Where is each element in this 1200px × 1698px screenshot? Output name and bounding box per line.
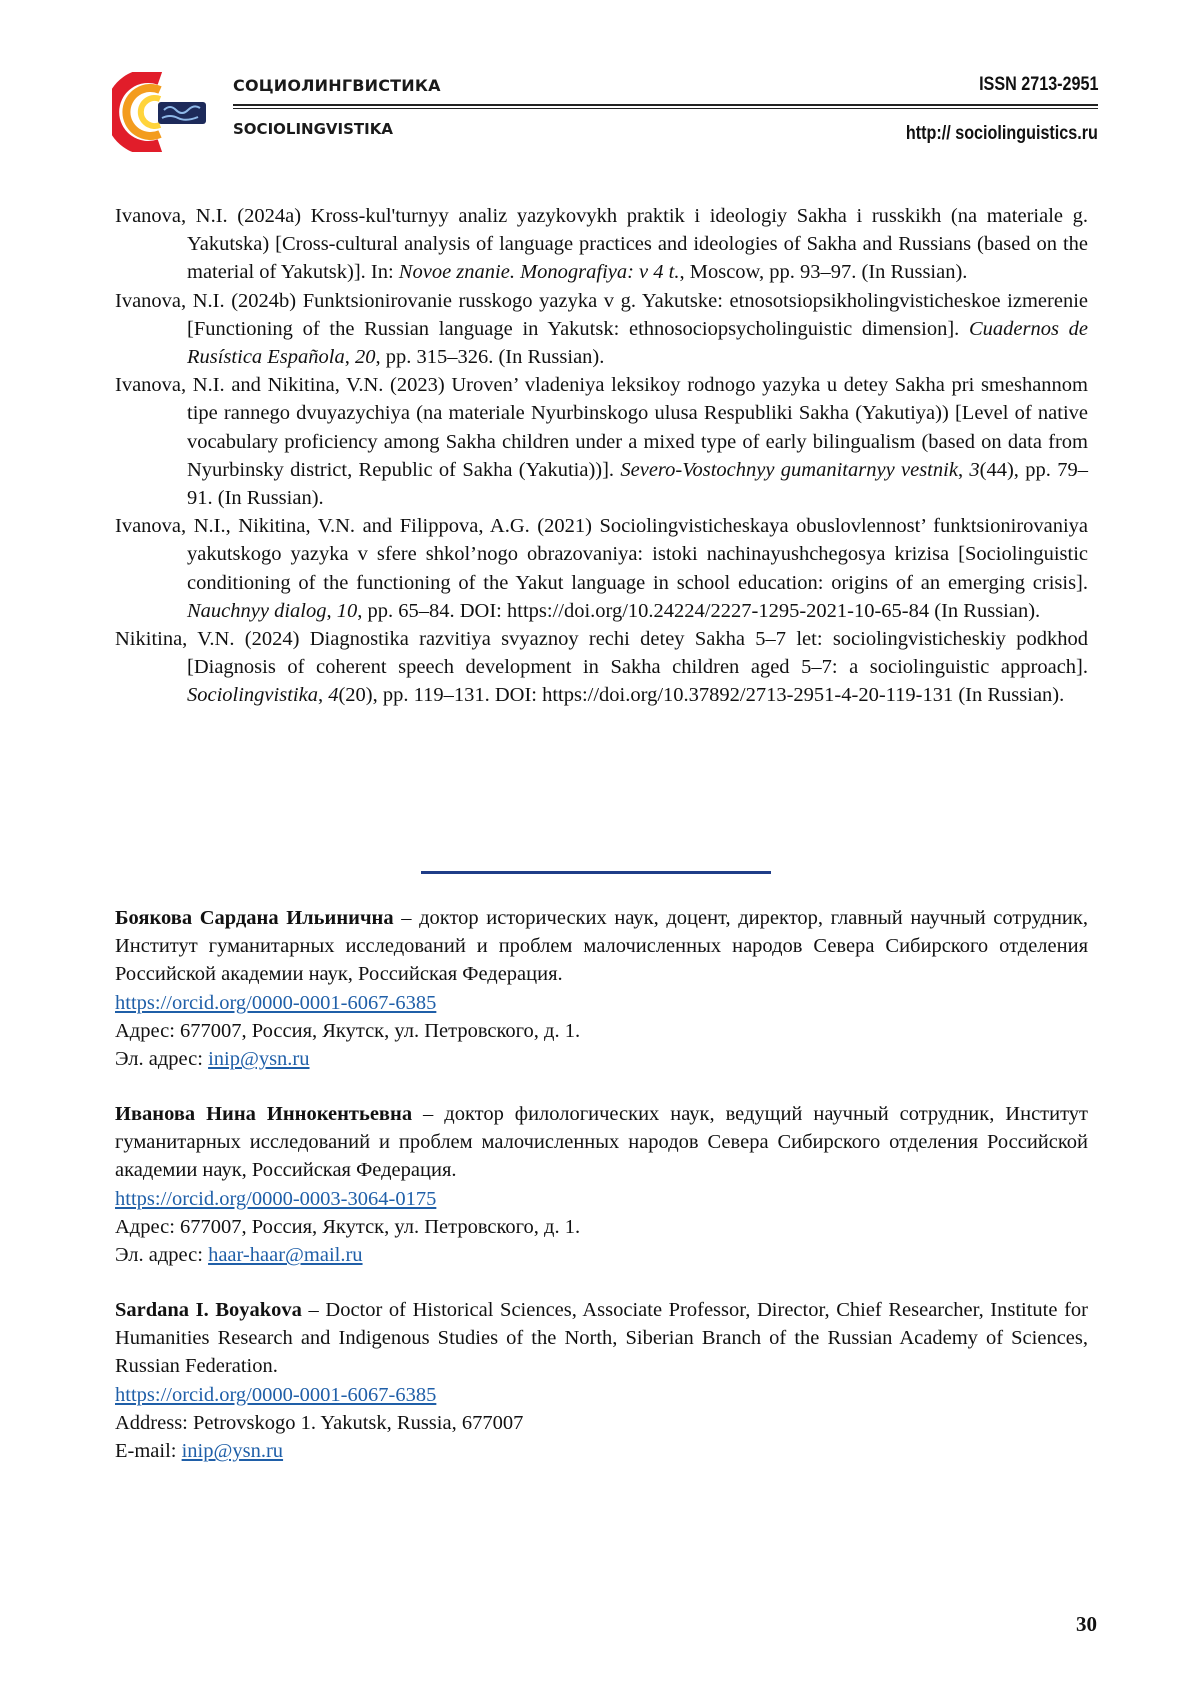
issn-label: ISSN 2713-2951 bbox=[978, 74, 1098, 95]
email-link[interactable]: inip@ysn.ru bbox=[208, 1048, 310, 1071]
author-address: Адрес: 677007, Россия, Якутск, ул. Петровского, д. 1. bbox=[115, 1019, 581, 1042]
reference-list bbox=[115, 202, 1088, 710]
header-rule bbox=[233, 104, 1098, 106]
author-address: Адрес: 677007, Россия, Якутск, ул. Петровского, д. 1. bbox=[115, 1215, 581, 1238]
reference-item: Ivanova, N.I. (2024a) Kross-kul'turnyy analiz yazykovykh praktik i ideologiy Sakha i russkikh (na materiale g. Yakutska) [Cross-cultural analysis of language practices and ideologies of Sakha and Russians (based on the material of Yakutsk)]. In: Novoe znanie. Monografiya: v 4 t., Moscow, pp. 93–97. (In Russian). bbox=[115, 205, 1088, 284]
page-header bbox=[0, 0, 1200, 160]
orcid-link[interactable]: https://orcid.org/0000-0003-3064-0175 bbox=[115, 1187, 437, 1210]
section-divider bbox=[421, 871, 771, 874]
orcid-link[interactable]: https://orcid.org/0000-0001-6067-6385 bbox=[115, 1383, 437, 1406]
author-address: Address: Petrovskogo 1. Yakutsk, Russia, 677007 bbox=[115, 1411, 524, 1434]
reference-item: Nikitina, V.N. (2024) Diagnostika razvitiya svyaznoy rechi detey Sakha 5–7 let: sociolingvisticheskiy podkhod [Diagnosis of coherent speech development in Sakha children aged 5–7: a sociolinguistic approach]. Sociolingvistika, 4(20), pp. 119–131. DOI: https://doi.org/10.37892/2713-2951-4-20-119-131 (In Russian). bbox=[115, 628, 1088, 707]
author-description: Иванова Нина Иннокентьевна – доктор филологических наук, ведущий научный сотрудник, Институт гуманитарных исследований и проблем малочисленных народов Севера Сибирского отделения Российской академии наук, Российская Федерация. bbox=[115, 1103, 1088, 1182]
page-number: 30 bbox=[1076, 1612, 1097, 1636]
journal-title-ru: СОЦИОЛИНГВИСТИКА bbox=[233, 76, 441, 95]
author-description: Боякова Сардана Ильинична – доктор исторических наук, доцент, директор, главный научный сотрудник, Институт гуманитарных исследований и проблем малочисленных народов Севера Сибирского отделения Российской академии наук, Российская Федерация. bbox=[115, 907, 1088, 986]
journal-title-en: SOCIOLINGVISTIKA bbox=[233, 120, 393, 138]
header-rule-thin bbox=[233, 108, 1098, 109]
author-name: Иванова Нина Иннокентьевна bbox=[115, 1103, 413, 1125]
email-link[interactable]: inip@ysn.ru bbox=[181, 1440, 284, 1463]
author-description: Sardana I. Boyakova – Doctor of Historical Sciences, Associate Professor, Director, Chief Researcher, Institute for Humanities Research and Indigenous Studies of the North, Siberian Branch of the Russian Academy of Sciences, Russian Federation. bbox=[115, 1299, 1088, 1378]
author-bio-ivanova-ru: Иванова Нина Иннокентьевна – доктор филологических наук, ведущий научный сотрудник, Институт гуманитарных исследований и проблем малочисленных народов Севера Сибирского отделения Российской академии наук, Российская Федерация. https://orcid.org/0000-0003-3064-0175 Адрес: 677007, Россия, Якутск, ул. Петровского, д. 1. Эл. адрес: haar-haar@mail.ru bbox=[115, 1100, 1088, 1269]
reference-item: Ivanova, N.I. and Nikitina, V.N. (2023) Uroven’ vladeniya leksikoy rodnogo yazyka u detey Sakha pri smeshannom tipe rannego dvuyazychiya (na materiale Nyurbinskogo ulusa Respubliki Sakha (Yakutiya)) [Level of native vocabulary proficiency among Sakha children under a mixed type of early bilingualism (based on data from Nyurbinsky district, Republic of Sakha (Yakutia))]. Severo-Vostochnyy gumanitarnyy vestnik, 3(44), pp. 79–91. (In Russian). bbox=[115, 374, 1088, 510]
author-name: Боякова Сардана Ильинична bbox=[115, 907, 394, 929]
author-bio-boyakova-ru: Боякова Сардана Ильинична – доктор исторических наук, доцент, директор, главный научный сотрудник, Институт гуманитарных исследований и проблем малочисленных народов Севера Сибирского отделения Российской академии наук, Российская Федерация. https://orcid.org/0000-0001-6067-6385 Адрес: 677007, Россия, Якутск, ул. Петровского, д. 1. Эл. адрес: inip@ysn.ru bbox=[115, 904, 1088, 1073]
website-link[interactable]: http:// sociolinguistics.ru bbox=[905, 123, 1098, 144]
author-bio-boyakova-en: Sardana I. Boyakova – Doctor of Historical Sciences, Associate Professor, Director, Chief Researcher, Institute for Humanities Research and Indigenous Studies of the North, Siberian Branch of the Russian Academy of Sciences, Russian Federation. https://orcid.org/0000-0001-6067-6385 Address: Petrovskogo 1. Yakutsk, Russia, 677007 E-mail: inip@ysn.ru bbox=[115, 1296, 1088, 1465]
author-name: Sardana I. Boyakova bbox=[115, 1299, 302, 1321]
orcid-link[interactable]: https://orcid.org/0000-0001-6067-6385 bbox=[115, 991, 437, 1014]
reference-item: Ivanova, N.I. (2024b) Funktsionirovanie russkogo yazyka v g. Yakutske: etnosotsiopsikholingvisticheskoe izmerenie [Functioning of the Russian language in Yakutsk: ethnosociopsycholinguistic dimension]. Cuadernos de Rusística Española, 20, pp. 315–326. (In Russian). bbox=[115, 289, 1088, 369]
reference-item: Ivanova, N.I., Nikitina, V.N. and Filippova, A.G. (2021) Sociolingvisticheskaya obuslovlennost’ funktsionirovaniya yakutskogo yazyka v sfere shkol’nogo obrazovaniya: istoki nachinayushchegosya krizisa [Sociolinguistic conditioning of the functioning of the Yakut language in school education: origins of an emerging crisis]. Nauchnyy dialog, 10, pp. 65–84. DOI: https://doi.org/10.24224/2227-1295-2021-10-65-84 (In Russian). bbox=[115, 515, 1088, 622]
journal-logo-icon bbox=[112, 72, 212, 152]
email-link[interactable]: haar-haar@mail.ru bbox=[208, 1244, 363, 1267]
